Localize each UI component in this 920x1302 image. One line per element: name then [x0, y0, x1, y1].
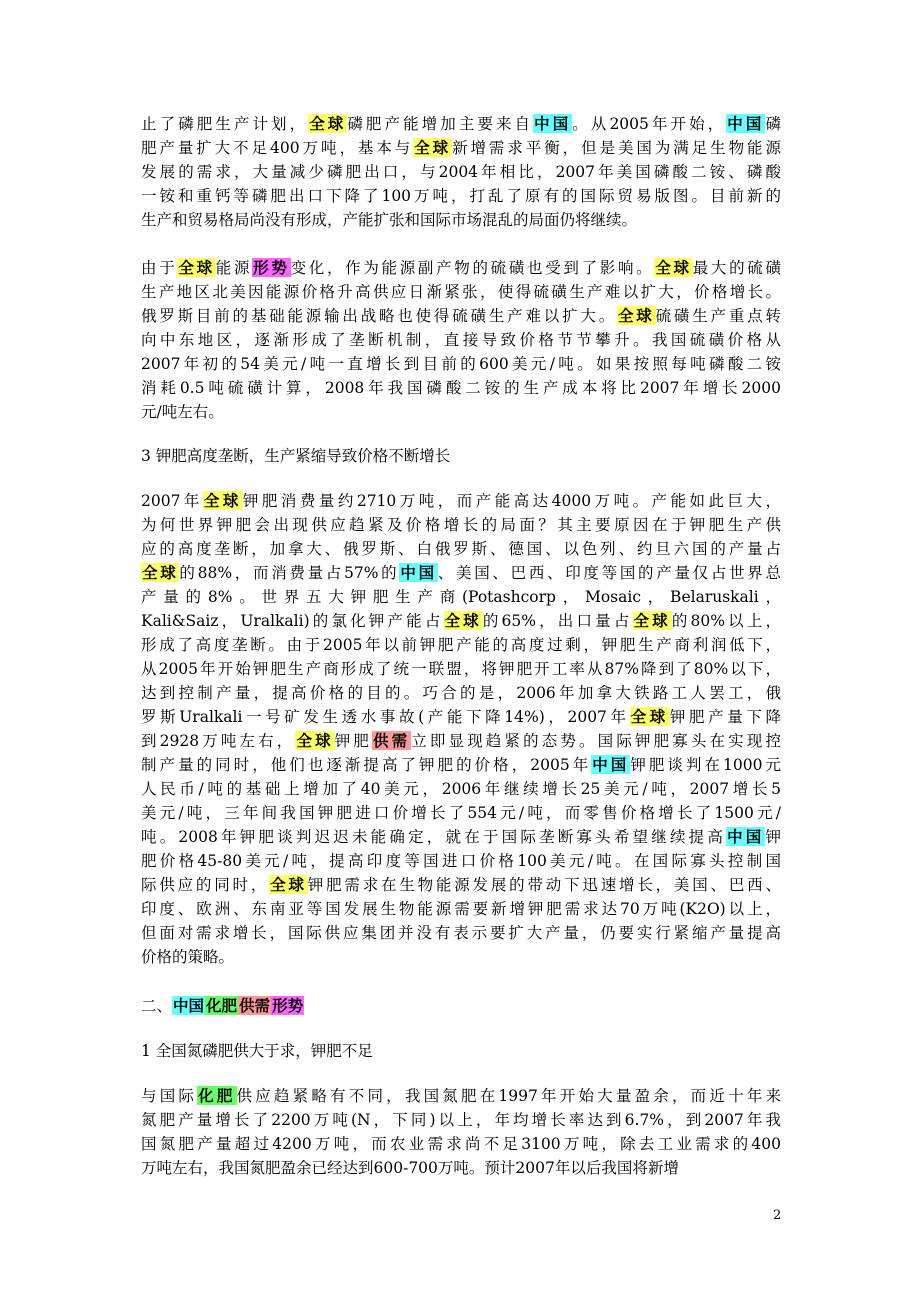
- text-line: [141, 184, 781, 208]
- text-run: 为何世界钾肥会出现供应趋紧及价格增长的局面？其主要原因在于钾肥生产供: [141, 516, 781, 534]
- text-run: 氮肥产量增长了2200万吨(N，下同)以上，年均增长率达到6.7%，到2007年我: [141, 1111, 781, 1129]
- text-run: 钾肥消费量约2710万吨，而产能高达4000万吨。产能如此巨大，: [242, 492, 781, 510]
- text-run: 止了磷肥生产计划，: [141, 115, 309, 133]
- text-run: 钾肥产量下降: [669, 708, 781, 726]
- text-run: 制产量的同时，他们也逐渐提高了钾肥的价格，2005年: [141, 756, 592, 774]
- text-run: 形成了高度垄断。由于2005年以前钾肥产能的高度过剩，钾肥生产商利润低下，: [141, 636, 781, 654]
- text-line: [141, 585, 781, 609]
- text-run: 一铵和重钙等磷肥出口下降了100万吨，打乱了原有的国际贸易版图。目前新的: [141, 187, 781, 205]
- text-line: [141, 304, 781, 328]
- text-line: [141, 328, 781, 352]
- highlighted-term: 全球: [178, 258, 215, 277]
- text-run: 硫磺生产重点转: [655, 307, 781, 325]
- text-line: [141, 561, 781, 585]
- highlighted-term: 化肥: [198, 1086, 236, 1105]
- text-line: [141, 681, 781, 705]
- text-line: [141, 136, 781, 160]
- highlighted-term: 中国: [727, 114, 765, 133]
- text-run: 。从2005年开始，: [572, 115, 727, 133]
- highlighted-term: 化肥: [206, 996, 238, 1015]
- text-run: 价格的策略。: [141, 948, 235, 966]
- text-run: 从2005年开始钾肥生产商形成了统一联盟，将钾肥开工率从87%降到了80%以下，: [141, 660, 781, 678]
- text-run: 应的高度垄断，加拿大、俄罗斯、白俄罗斯、德国、以色列、约旦六国的产量占: [141, 540, 781, 558]
- highlighted-term: 中国: [592, 755, 630, 774]
- text-run: 、美国、巴西、印度等国的产量仅占世界总: [437, 564, 781, 582]
- text-run: 俄罗斯目前的基础能源输出战略也使得硫磺生产难以扩大。: [141, 307, 617, 325]
- text-run: 发展的需求，大量减少磷肥出口，与2004年相比，2007年美国磷酸二铵、磷酸: [141, 163, 781, 181]
- text-line: [141, 801, 781, 825]
- highlighted-term: 全球: [309, 114, 347, 133]
- paragraph: [141, 1084, 781, 1180]
- text-run: 钾肥需求在生物能源发展的带动下迅速增长，美国、巴西、: [307, 876, 781, 894]
- text-line: [141, 897, 781, 921]
- text-line: [141, 280, 781, 304]
- text-run: 但面对需求增长，国际供应集团并没有表示要扩大产量，仍要实行紧缩产量提高: [141, 924, 781, 942]
- highlighted-term: 全球: [414, 138, 452, 157]
- text-run: 二、: [141, 997, 173, 1015]
- text-run: 2007年初的54美元/吨一直增长到目前的600美元/吨。如果按照每吨磷酸二铵: [141, 355, 781, 373]
- text-line: [141, 705, 781, 729]
- highlighted-term: 全球: [618, 306, 655, 325]
- text-run: 万吨左右，我国氮肥盈余已经达到600-700万吨。预计2007年以后我国将新增: [141, 1159, 679, 1177]
- text-run: 与国际: [141, 1087, 198, 1105]
- text-run: 立即显现趋紧的态势。国际钾肥寡头在实现控: [411, 732, 781, 750]
- paragraph: [141, 112, 781, 232]
- text-run: 产量的8%。世界五大钾肥生产商(Potashcorp，Mosaic，Belaruskali，: [141, 588, 781, 606]
- paragraph: [141, 1039, 781, 1063]
- text-line: [141, 400, 781, 424]
- highlighted-term: 全球: [444, 611, 482, 630]
- text-run: 供应趋紧略有不同，我国氮肥在1997年开始大量盈余，而近十年来: [236, 1087, 781, 1105]
- text-run: 美元/吨，三年间我国钾肥进口价增长了554元/吨，而零售价格增长了1500元/: [141, 804, 781, 822]
- text-line: [141, 160, 781, 184]
- text-run: 达到控制产量，提高价格的目的。巧合的是，2006年加拿大铁路工人罢工，俄: [141, 684, 781, 702]
- text-run: 磷: [765, 115, 781, 133]
- highlighted-term: 全球: [270, 875, 307, 894]
- highlighted-term: 全球: [633, 611, 671, 630]
- text-run: 新增需求平衡，但是美国为满足生物能源: [452, 139, 781, 157]
- text-line: [141, 994, 781, 1018]
- paragraph: [141, 444, 781, 468]
- text-line: [141, 489, 781, 513]
- page-number: 2: [773, 1208, 782, 1223]
- text-line: [141, 537, 781, 561]
- text-line: [141, 208, 781, 232]
- text-line: [141, 657, 781, 681]
- highlighted-term: 中国: [727, 827, 765, 846]
- text-run: 肥产量扩大不足400万吨，基本与: [141, 139, 414, 157]
- text-line: [141, 849, 781, 873]
- text-run: 钾肥谈判在1000元: [630, 756, 781, 774]
- text-run: 3 钾肥高度垄断，生产紧缩导致价格不断增长: [141, 447, 451, 465]
- paragraph: [141, 256, 781, 424]
- text-run: 元/吨左右。: [141, 403, 224, 421]
- text-line: [141, 513, 781, 537]
- text-line: [141, 633, 781, 657]
- text-line: [141, 1084, 781, 1108]
- highlighted-term: 全球: [296, 731, 334, 750]
- text-line: [141, 112, 781, 136]
- highlighted-term: 中国: [400, 563, 437, 582]
- text-run: 人民币/吨的基础上增加了40美元，2006年继续增长25美元/吨，2007增长5: [141, 780, 781, 798]
- text-run: 由于: [141, 259, 178, 277]
- text-run: 最大的硫磺: [692, 259, 781, 277]
- highlighted-term: 全球: [655, 258, 692, 277]
- highlighted-term: 中国: [534, 114, 572, 133]
- highlighted-term: 形势: [272, 996, 304, 1015]
- text-run: 肥价格45-80美元/吨，提高印度等国进口价格100美元/吨。在国际寡头控制国: [141, 852, 781, 870]
- text-line: [141, 1156, 781, 1180]
- highlighted-term: 中国: [173, 996, 205, 1015]
- text-line: [141, 1039, 781, 1063]
- text-line: [141, 256, 781, 280]
- text-line: [141, 729, 781, 753]
- text-line: [141, 444, 781, 468]
- text-run: 能源: [215, 259, 253, 277]
- text-run: 到2928万吨左右，: [141, 732, 296, 750]
- text-run: 吨。2008年钾肥谈判迟迟未能确定，就在于国际垄断寡头希望继续提高: [141, 828, 727, 846]
- text-line: [141, 825, 781, 849]
- text-line: [141, 352, 781, 376]
- text-run: Kali&Saiz，Uralkali)的氯化钾产能占: [141, 612, 444, 630]
- text-run: 印度、欧洲、东南亚等国发展生物能源需要新增钾肥需求达70万吨(K2O)以上，: [141, 900, 781, 918]
- text-run: 钾肥: [334, 732, 372, 750]
- text-line: [141, 753, 781, 777]
- paragraph: [141, 489, 781, 969]
- text-line: [141, 609, 781, 633]
- text-line: [141, 873, 781, 897]
- text-run: 罗斯Uralkali一号矿发生透水事故(产能下降14%)，2007年: [141, 708, 630, 726]
- highlighted-term: 形势: [253, 258, 290, 277]
- text-run: 际供应的同时，: [141, 876, 270, 894]
- text-line: [141, 945, 781, 969]
- text-line: [141, 1108, 781, 1132]
- text-run: 的65%，出口量占: [482, 612, 633, 630]
- text-line: [141, 921, 781, 945]
- text-run: 的80%以上，: [671, 612, 781, 630]
- text-run: 消耗0.5吨硫磺计算，2008年我国磷酸二铵的生产成本将比2007年增长2000: [141, 379, 781, 397]
- text-line: [141, 777, 781, 801]
- text-run: 国氮肥产量超过4200万吨，而农业需求尚不足3100万吨，除去工业需求的400: [141, 1135, 781, 1153]
- text-run: 1 全国氮磷肥供大于求，钾肥不足: [141, 1042, 373, 1060]
- highlighted-term: 全球: [142, 563, 179, 582]
- text-line: [141, 1132, 781, 1156]
- text-run: 生产地区北美因能源价格升高供应日渐紧张，使得硫磺生产难以扩大，价格增长。: [141, 283, 781, 301]
- text-run: 变化，作为能源副产物的硫磺也受到了影响。: [290, 259, 655, 277]
- text-run: 生产和贸易格局尚没有形成，产能扩张和国际市场混乱的局面仍将继续。: [141, 211, 638, 229]
- text-run: 的88%，而消费量占57%的: [179, 564, 400, 582]
- text-run: 钾: [765, 828, 781, 846]
- highlighted-term: 供需: [373, 731, 411, 750]
- text-run: 磷肥产能增加主要来自: [347, 115, 534, 133]
- highlighted-term: 全球: [630, 707, 669, 726]
- highlighted-term: 供需: [239, 996, 271, 1015]
- paragraph: [141, 994, 781, 1018]
- highlighted-term: 全球: [203, 491, 242, 510]
- text-run: 向中东地区，逐渐形成了垄断机制，直接导致价格节节攀升。我国硫磺价格从: [141, 331, 781, 349]
- text-line: [141, 376, 781, 400]
- text-run: 2007年: [141, 492, 203, 510]
